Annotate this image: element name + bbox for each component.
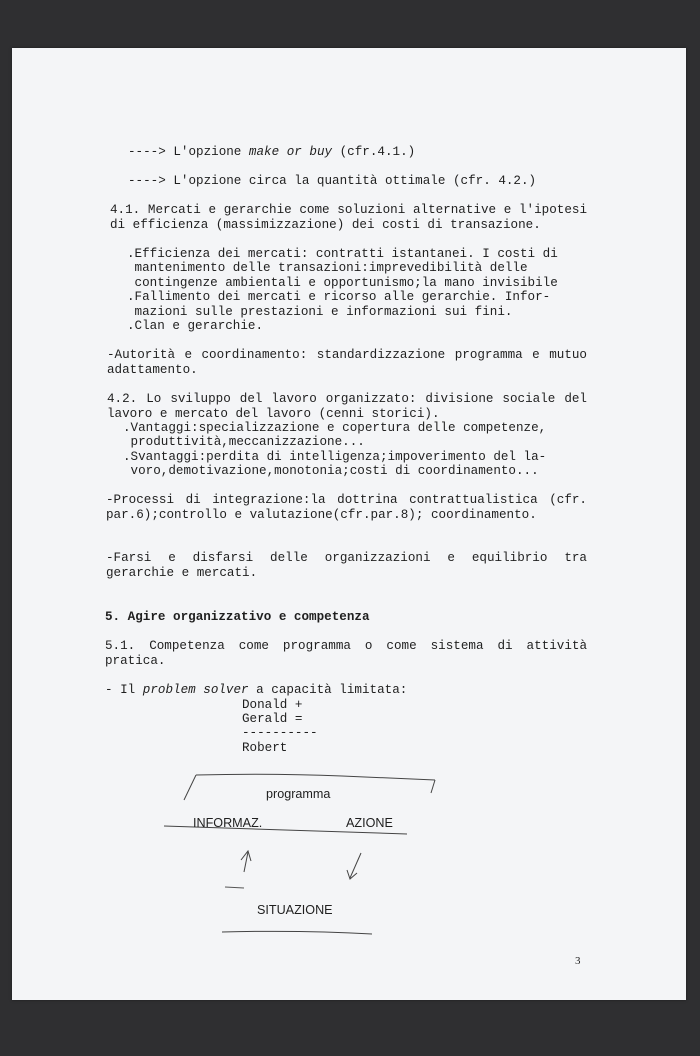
sum-line-gerald: Gerald = [242,712,303,726]
option-line-quantita: ----> L'opzione circa la quantità ottimale (cfr. 4.2.) [128,174,537,188]
diagram-label-informaz: INFORMAZ. [193,816,263,830]
sec42-line: voro,demotivazione,monotonia;costi di coordinamento... [123,464,539,478]
sec51-paragraph: 5.1. Competenza come programma o come sistema di attività pratica. [105,639,587,668]
document-page [12,48,686,1000]
farsi-paragraph: -Farsi e disfarsi delle organizzazioni e equilibrio tra gerarchie e mercati. [106,551,587,580]
sec42-intro: 4.2. Lo sviluppo del lavoro organizzato: divisione sociale del lavoro e mercato del lavoro (cenni storici). [107,392,587,421]
problem-solver-italic: problem solver [142,683,249,697]
sum-result: Robert [242,741,288,755]
option-italic: make or buy [248,145,333,159]
option-suffix: (cfr.4.1.) [332,145,416,159]
diagram-right-stroke [431,780,435,793]
sec41-line: .Clan e gerarchie. [127,319,264,333]
sec41-line: mazioni sulle prestazioni e informazioni sui fini. [127,305,513,319]
sum-line-donald: Donald + [242,698,303,712]
sec41-line: mantenimento delle transazioni:imprevedibilità delle [127,261,528,275]
autorita-paragraph: -Autorità e coordinamento: standardizzazione programma e mutuo adattamento. [107,348,587,377]
diagram-label-situazione: SITUAZIONE [257,903,333,917]
sec41-line: contingenze ambientali e opportunismo;la mano invisibile [127,276,558,290]
processi-paragraph: -Processi di integrazione:la dottrina contrattualistica (cfr. par.6);controllo e valutazione(cfr.par.8); coordinamento. [106,493,587,522]
diagram-strokes [12,48,686,1000]
page-number: 3 [575,955,581,967]
sec41-line: .Fallimento dei mercati e ricorso alle gerarchie. Infor- [127,290,551,304]
situazione-underline [222,931,372,934]
section-5-heading: 5. Agire organizzativo e competenza [105,610,370,624]
sec41-intro: 4.1. Mercati e gerarchie come soluzioni alternative e l'ipotesi di efficienza (massimizzazione) dei costi di transazione. [110,203,587,232]
sec42-line: produttività,meccanizzazione... [123,435,365,449]
problem-solver-suffix: a capacità limitata: [248,683,408,697]
problem-solver-prefix: - Il [105,683,143,697]
diagram-left-stroke [184,775,196,800]
sec41-line: .Efficienza dei mercati: contratti istantanei. I costi di [127,247,558,261]
situazione-small-stroke [225,887,244,888]
option-prefix: ----> L'opzione [128,145,249,159]
sum-divider: ---------- [242,726,318,740]
diagram-top-stroke [196,774,435,780]
diagram-label-programma: programma [266,787,331,801]
sec42-line: .Vantaggi:specializzazione e copertura delle competenze, [123,421,547,435]
diagram-label-azione: AZIONE [346,816,393,830]
sec42-line: .Svantaggi:perdita di intelligenza;impoverimento del la- [123,450,547,464]
